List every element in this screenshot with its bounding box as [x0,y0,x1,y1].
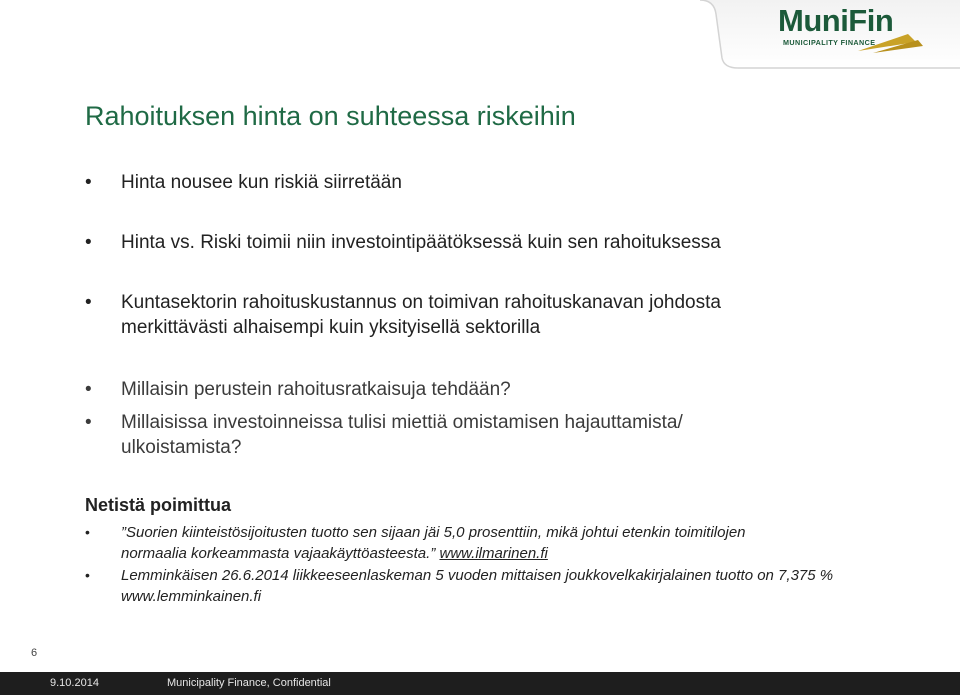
bullet-dot-icon: • [85,524,90,540]
slide-title: Rahoituksen hinta on suhteessa riskeihin [85,101,576,131]
bullet-item [85,230,841,255]
bullet-dot-icon: • [85,412,92,433]
munifin-logo [778,4,928,54]
bullet-dot-icon: • [85,172,92,193]
references-heading: Netistä poimittua [85,495,232,515]
reference-item [85,565,836,607]
footer-date: 9.10.2014 [50,677,99,689]
reference-text: Lemminkäisen 26.6.2014 liikkeeseenlaskeman 5 vuoden mittaisen joukkovelkakirjalainen tuotto on 7,375 % www.lemminkainen.fi [121,567,834,605]
bullet-text: Millaisin perustein rahoitusratkaisuja tehdään? [121,379,511,400]
bullet-text: Kuntasektorin rahoituskustannus on toimivan rahoituskanavan johdosta merkittävästi alhaisempi kuin yksityisellä sektorilla [121,292,721,338]
footer-bar [0,672,960,695]
bullet-text: Hinta vs. Riski toimii niin investointipäätöksessä kuin sen rahoituksessa [121,232,721,253]
reference-link[interactable]: www.ilmarinen.fi [439,545,548,562]
bullet-text: Millaisissa investoinneissa tulisi miettiä omistamisen hajauttamista/ ulkoistamista? [121,412,683,458]
reference-text: ”Suorien kiinteistösijoitusten tuotto sen sijaan jäi 5,0 prosenttiin, mikä johtui etenkin toimitilojen normaalia korkeammasta vajaakäyttöasteesta.” [121,524,746,562]
bullet-text: Hinta nousee kun riskiä siirretään [121,172,402,193]
bullet-dot-icon: • [85,379,92,400]
bullet-item [85,290,811,340]
reference-item [85,522,811,564]
bullet-item [85,410,781,460]
logo-name: MuniFin [778,3,894,38]
page-number: 6 [31,647,38,659]
bullet-item [85,377,841,402]
bullet-dot-icon: • [85,232,92,253]
bullet-dot-icon: • [85,292,92,313]
bullet-dot-icon: • [85,567,90,583]
logo-tagline: MUNICIPALITY FINANCE [783,38,876,47]
footer-confidentiality: Municipality Finance, Confidential [167,677,331,689]
bullet-item [85,170,841,195]
